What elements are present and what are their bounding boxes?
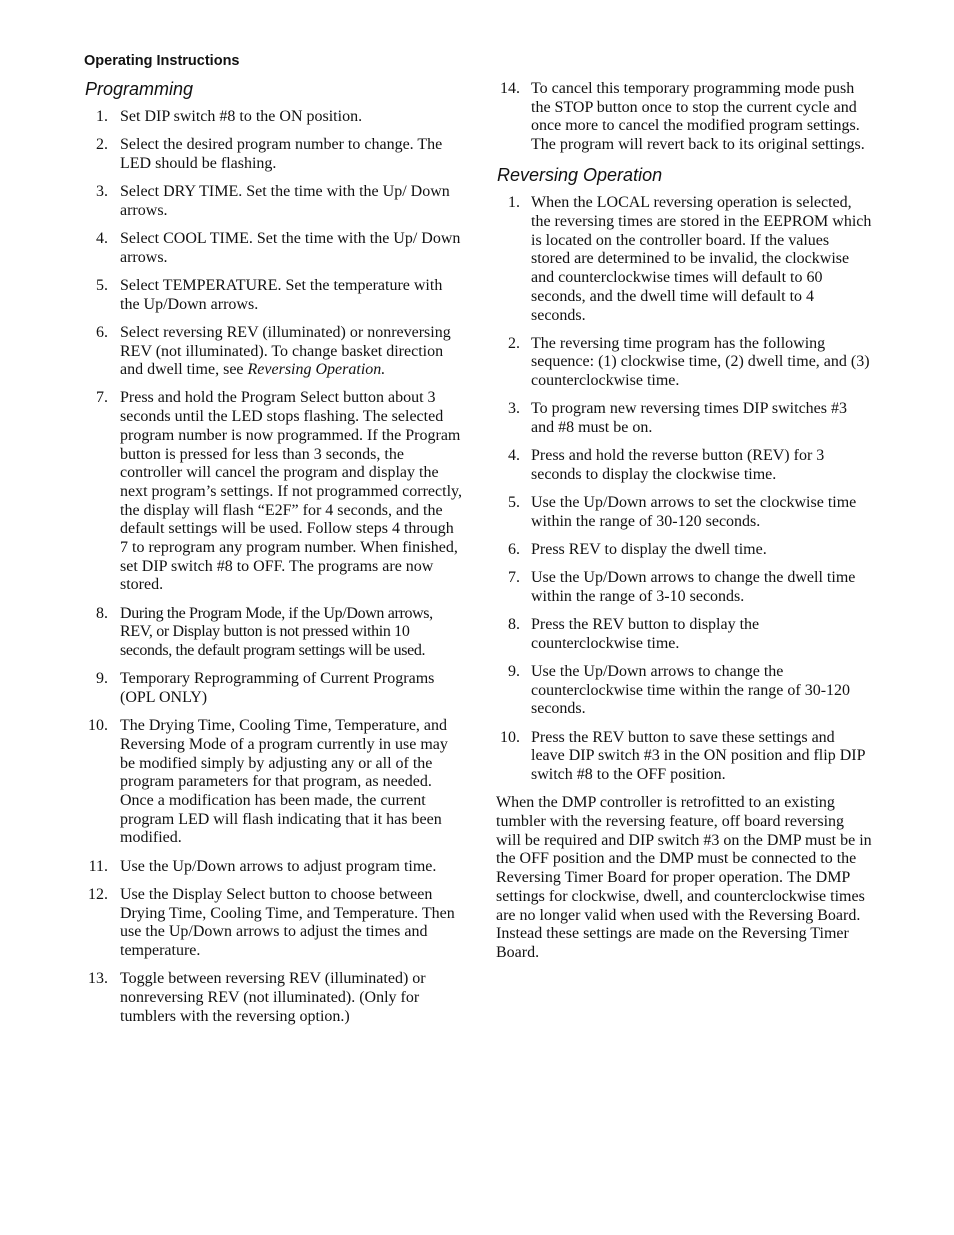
list-item: 13. Toggle between reversing REV (illuminated) or nonreversing REV (not illuminated). (Only for tumblers with the reversing option.) (88, 970, 426, 1025)
list-item: 1. When the LOCAL reversing operation is selected, the reversing times are stored in the EEPROM which is located on the controller board. If the values stored are determined to be invalid, the clockwise and counterclockwise times will default to 60 seconds, and the dwell time will default to 4 seconds. (508, 194, 872, 324)
list-item: 10. Press the REV button to save these settings and leave DIP switch #3 in the ON position and flip DIP switch #8 to the OFF position. (500, 728, 865, 784)
list-item: 9. Use the Up/Down arrows to change the counterclockwise time within the range of 30-120 seconds. (508, 663, 851, 718)
list-item: 5. Select TEMPERATURE. Set the temperature with the Up/Down arrows. (96, 276, 443, 313)
retrofit-note: When the DMP controller is retrofitted to an existing tumbler with the reversing feature, off board reversing will be required and DIP switch #3 on the DMP must be in the OFF position and the DMP must be connected to the Reversing Timer Board for proper operation. The DMP settings for clockwise, dwell, and counterclockwise times are no longer valid when used with the Reversing Board. Instead these settings are made on the Reversing Timer Board. (496, 794, 872, 961)
list-item: 6. Press REV to display the dwell time. (508, 541, 767, 559)
list-item: 2. The reversing time program has the following sequence: (1) clockwise time, (2) dwell time, and (3) counterclockwise time. (508, 334, 870, 390)
list-item: 11. Use the Up/Down arrows to adjust program time. (88, 857, 437, 875)
programming-heading: Programming (85, 79, 194, 99)
left-column (84, 78, 462, 1036)
list-item: 6. Select reversing REV (illuminated) or nonreversing REV (not illuminated). To change basket direction and dwell time, see Reversing Operation. (96, 323, 451, 379)
running-head: Operating Instructions (84, 53, 240, 69)
list-item: 4. Press and hold the reverse button (REV) for 3 seconds to display the clockwise time. (508, 447, 825, 483)
list-item: 5. Use the Up/Down arrows to set the clockwise time within the range of 30-120 seconds. (508, 494, 857, 530)
cross-reference: Reversing Operation. (247, 361, 386, 379)
reversing-heading: Reversing Operation (497, 165, 663, 186)
list-item: 14. To cancel this temporary programming mode push the STOP button once to stop the current cycle and once more to cancel the modified program settings. The program will revert back to its original settings. (500, 80, 865, 154)
list-item: 10. The Drying Time, Cooling Time, Temperature, and Reversing Mode of a program currently in use may be modified simply by adjusting any or all of the program parameters for that program, as needed. Once a modification has been made, the current program LED will flash indicating that it has been modified. (88, 717, 448, 847)
programming-steps (84, 108, 462, 1026)
list-item: 4. Select COOL TIME. Set the time with the Up/ Down arrows. (96, 230, 461, 266)
list-item: 8. During the Program Mode, if the Up/Down arrows, REV, or Display button is not pressed within 10 seconds, the default program settings will be used. (96, 604, 433, 660)
list-item: 3. Select DRY TIME. Set the time with the Up/ Down arrows. (96, 183, 450, 219)
list-item: 7. Use the Up/Down arrows to change the dwell time within the range of 3-10 seconds. (508, 569, 856, 605)
list-item: 3. To program new reversing times DIP switches #3 and #8 must be on. (508, 400, 847, 437)
list-item: 9. Temporary Reprogramming of Current Programs (OPL ONLY) (96, 670, 435, 706)
list-item: 1. Set DIP switch #8 to the ON position. (96, 108, 363, 125)
list-item: 2. Select the desired program number to change. The LED should be flashing. (96, 136, 443, 172)
right-column (496, 80, 872, 963)
list-item: 7. Press and hold the Program Select button about 3 seconds until the LED stops flashing. The selected program number is now programmed. If the Program button is pressed for less than 3 seconds, the controller will cancel the program and display the next program’s settings. If not programmed correctly, the display will flash “E2F” for 4 seconds, and the default settings will be used. Follow steps 4 through 7 to reprogram any program number. When finished, set DIP switch #8 to OFF. The programs are now stored. (96, 389, 462, 594)
list-item: 8. Press the REV button to display the counterclockwise time. (508, 616, 760, 652)
list-item: 12. Use the Display Select button to choose between Drying Time, Cooling Time, and Temperature. Then use the Up/Down arrows to adjust the times and temperature. (88, 885, 455, 959)
programming-steps-continued (496, 80, 872, 155)
reversing-steps (496, 194, 872, 784)
